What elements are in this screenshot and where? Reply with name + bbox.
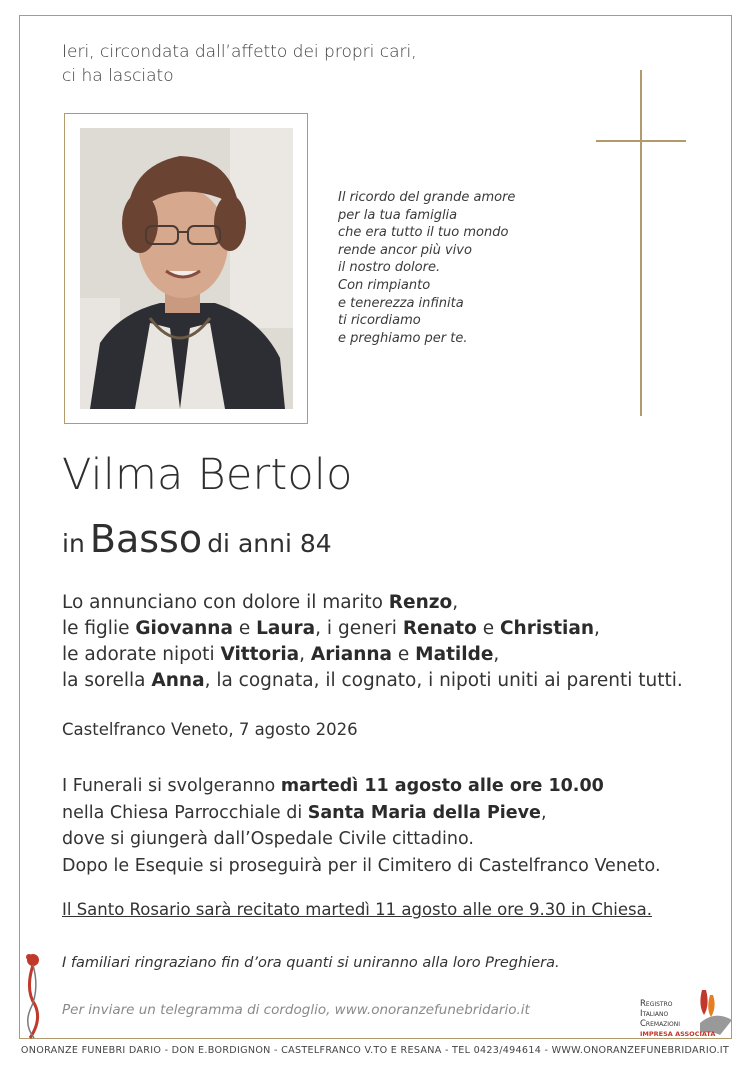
portrait-illustration [80,128,293,409]
intro-line-2: ci ha lasciato [62,66,174,86]
intro-line-1: Ieri, circondata dall’affetto dei propri cari, [62,42,417,62]
deceased-name: Vilma Bertolo [62,450,353,500]
daughter-name: Giovanna [135,618,233,639]
grandchild-name: Arianna [310,644,393,665]
announcement [62,590,683,694]
place-and-date: Castelfranco Veneto, 7 agosto 2026 [62,720,358,739]
portrait-photo [80,128,293,409]
funeral-info [62,773,661,879]
registro-cremazioni-logo [640,985,735,1045]
funeral-line-2: nella Chiesa Parrocchiale di Santa Maria della Pieve, [62,802,547,823]
announcement-line-2: le figlie Giovanna e Laura, i generi Renato e Christian, [62,618,600,639]
grandchild-name: Matilde [415,644,494,665]
intro-text [62,40,417,88]
church-name: Santa Maria della Pieve [307,802,541,823]
married-name-line [62,517,332,561]
son-in-law-name: Renato [402,618,477,639]
daughter-name: Laura [256,618,316,639]
sister-name: Anna [151,670,205,691]
thanks-text: I familiari ringraziano fin d’ora quanti si uniranno alla loro Preghiera. [62,955,560,971]
son-in-law-name: Christian [499,618,595,639]
cross-icon-vertical [640,70,642,416]
announcement-line-1: Lo annunciano con dolore il marito Renzo, [62,592,459,613]
married-name: Basso [89,517,203,561]
announcement-line-4: la sorella Anna, la cognata, il cognato, i nipoti uniti ai parenti tutti. [62,670,683,691]
in-label: in [62,529,85,558]
grandchild-name: Vittoria [220,644,300,665]
funeral-line-4: Dopo le Esequie si proseguirà per il Cimitero di Castelfranco Veneto. [62,855,661,876]
funeral-datetime: martedì 11 agosto alle ore 10.00 [280,776,604,796]
footer-contact: ONORANZE FUNEBRI DARIO - DON E.BORDIGNON - CASTELFRANCO V.TO E RESANA - TEL 0423/494614 - WWW.ONORANZEFUNEBRIDARIO.IT [20,1045,730,1056]
cross-icon-horizontal [596,140,686,142]
rosary-info: Il Santo Rosario sarà recitato martedì 11 agosto alle ore 9.30 in Chiesa. [62,900,652,919]
husband-name: Renzo [388,592,453,613]
announcement-line-3: le adorate nipoti Vittoria, Arianna e Matilde, [62,644,500,665]
funeral-line-3: dove si giungerà dall’Ospedale Civile cittadino. [62,829,474,849]
flower-icon [20,950,44,1040]
age-text: di anni 84 [207,529,332,558]
memorial-poem: Il ricordo del grande amore per la tua famiglia che era tutto il tuo mondo rende ancor più vivo il nostro dolore. Con rimpianto e tenerezza infinita ti ricordiamo e preghiamo per te. [338,190,516,346]
funeral-line-1: I Funerali si svolgeranno martedì 11 agosto alle ore 10.00 [62,776,604,796]
logo-text: Registro Italiano Cremazioni IMPRESA ASSOCIATA [640,999,716,1038]
telegram-link[interactable]: Per inviare un telegramma di cordoglio, www.onoranzefunebridario.it [62,1002,530,1018]
